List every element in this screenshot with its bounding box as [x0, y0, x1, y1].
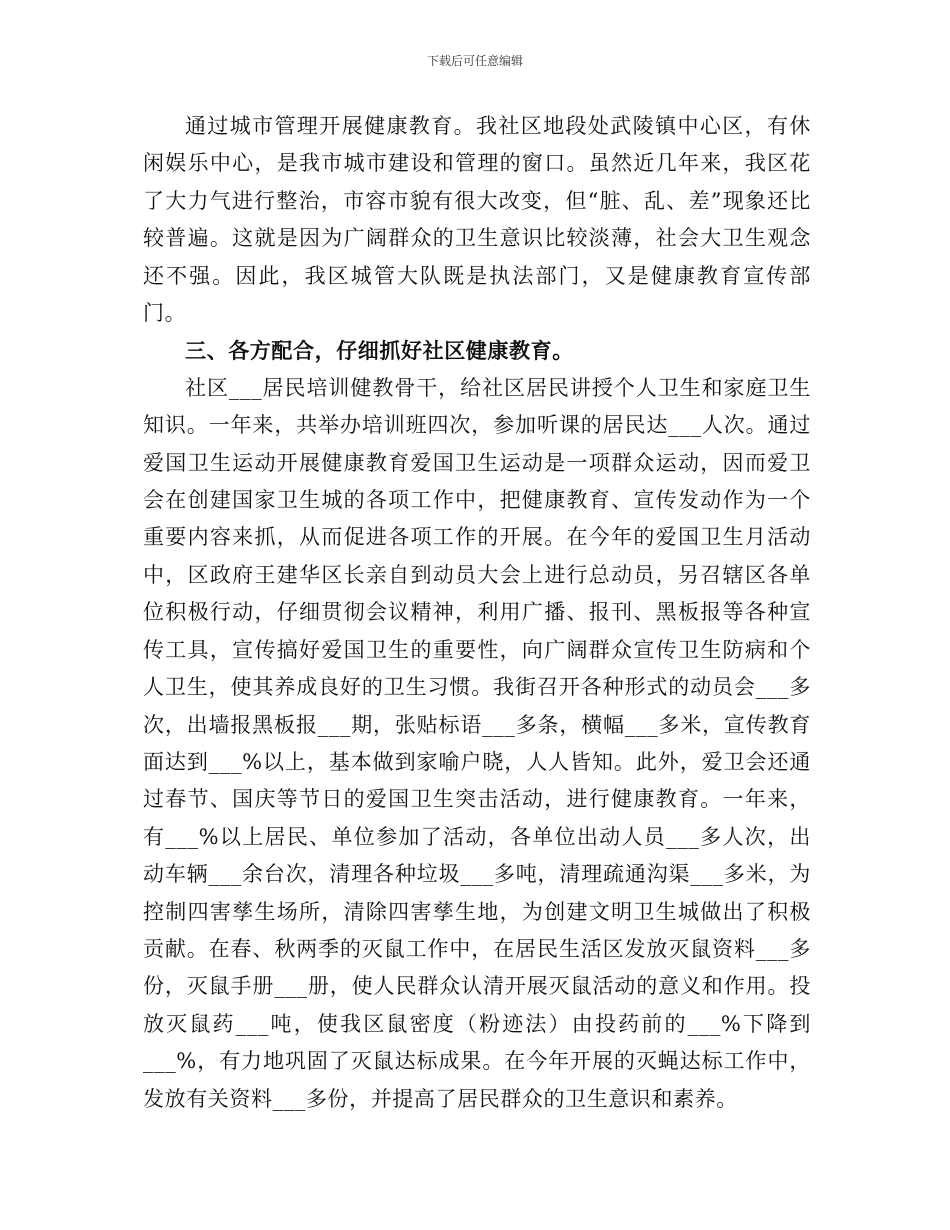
document-body [143, 108, 811, 1118]
paragraph-city-management: 通过城市管理开展健康教育。我社区地段处武陵镇中心区，有休闲娱乐中心，是我市城市建设和管理的窗口。虽然近几年来，我区花了大力气进行整治，市容市貌有很大改变，但“脏、乱、差”现象还比较普遍。这就是因为广阔群众的卫生意识比较淡薄，社会大卫生观念还不强。因此，我区城管大队既是执法部门，又是健康教育宣传部门。 [143, 114, 811, 326]
page-header-note: 下载后可任意编辑 [426, 54, 523, 68]
paragraph-community-education: 社区___居民培训健教骨干，给社区居民讲授个人卫生和家庭卫生知识。一年来，共举办培训班四次，参加听课的居民达___人次。通过爱国卫生运动开展健康教育爱国卫生运动是一项群众运动，因而爱卫会在创建国家卫生城的各项工作中，把健康教育、宣传发动作为一个重要内容来抓，从而促进各项工作的开展。在今年的爱国卫生月活动中，区政府王建华区长亲自到动员大会上进行总动员，另召辖区各单位积极行动，仔细贯彻会议精神，利用广播、报刊、黑板报等各种宣传工具，宣传搞好爱国卫生的重要性，向广阔群众宣传卫生防病和个人卫生，使其养成良好的卫生习惯。我街召开各种形式的动员会___多次，出墙报黑板报___期，张贴标语___多条，横幅___多米，宣传教育面达到___%以上，基本做到家喻户晓，人人皆知。此外，爱卫会还通过春节、国庆等节日的爱国卫生突击活动，进行健康教育。一年来，有___%以上居民、单位参加了活动，各单位出动人员___多人次，出动车辆___余台次，清理各种垃圾___多吨，清理疏通沟渠___多米，为控制四害孳生场所，清除四害孳生地，为创建文明卫生城做出了积极贡献。在春、秋两季的灭鼠工作中，在居民生活区发放灭鼠资料___多份，灭鼠手册___册，使人民群众认清开展灭鼠活动的意义和作用。投放灭鼠药___吨，使我区鼠密度（粉迹法）由投药前的___%下降到___%，有力地巩固了灭鼠达标成果。在今年开展的灭蝇达标工作中，发放有关资料___多份，并提高了居民群众的卫生意识和素养。 [143, 375, 811, 1111]
section-heading: 三、各方配合，仔细抓好社区健康教育。 [185, 338, 574, 364]
